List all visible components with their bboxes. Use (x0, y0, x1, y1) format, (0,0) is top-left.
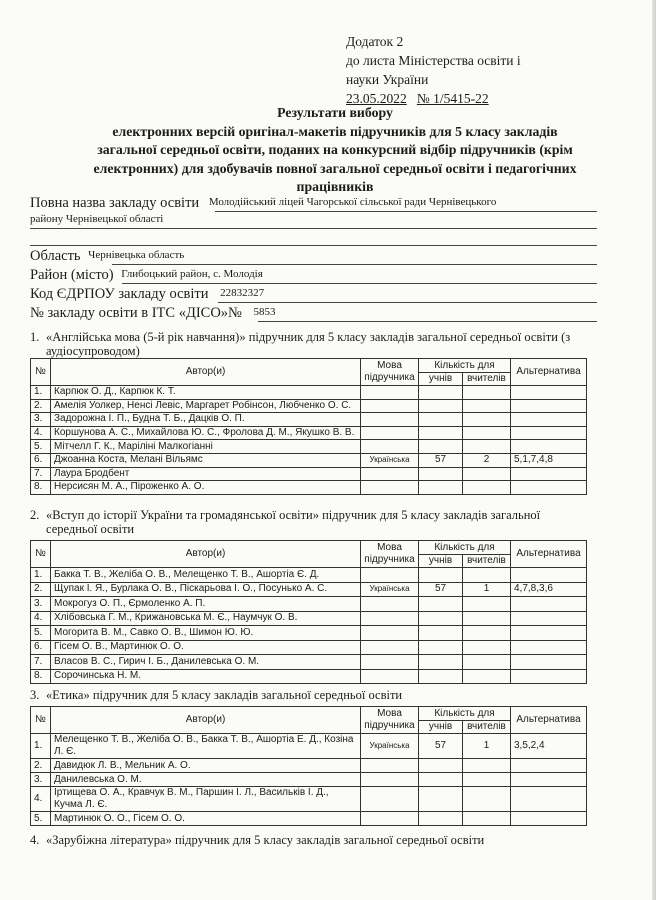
row-students-count (419, 440, 463, 454)
row-number: 2. (31, 582, 51, 597)
row-language (361, 812, 419, 826)
row-author: Коршунова А. С., Михайлова Ю. С., Фролова Д. М., Якушко В. В. (51, 426, 361, 440)
title-line-2: електронних версій оригінал-макетів підручників для 5 класу закладів (112, 123, 558, 139)
row-alternative (511, 399, 587, 413)
row-students-count (419, 611, 463, 626)
school-name-underline-1 (215, 211, 597, 212)
row-teachers-count (463, 399, 511, 413)
row-students-count (419, 759, 463, 773)
row-author: Амелія Уолкер, Ненсі Левіс, Маргарет Робінсон, Любченко О. С. (51, 399, 361, 413)
row-alternative (511, 413, 587, 427)
table-row (31, 568, 587, 583)
school-name-field (30, 195, 496, 212)
row-teachers-count (463, 426, 511, 440)
row-teachers-count (463, 812, 511, 826)
table-row (31, 386, 587, 400)
row-teachers-count (463, 440, 511, 454)
row-alternative (511, 759, 587, 773)
row-alternative: 3,5,2,4 (511, 734, 587, 759)
document-title (40, 104, 630, 197)
row-author: Мелещенко Т. В., Желіба О. В., Бакка Т. В., Ашортіа Е. Д., Козіна Л. Є. (51, 734, 361, 759)
row-language (361, 669, 419, 684)
col-students-header: учнів (419, 555, 463, 568)
row-students-count (419, 655, 463, 670)
region-value: Чернівецька область (88, 249, 185, 261)
section-3-title (30, 688, 402, 702)
row-language (361, 787, 419, 812)
table-row (31, 597, 587, 612)
row-teachers-count (463, 481, 511, 495)
row-author: Власов В. С., Гирич І. Б., Данилевська О. М. (51, 655, 361, 670)
row-language (361, 655, 419, 670)
row-number: 8. (31, 669, 51, 684)
row-teachers-count (463, 597, 511, 612)
table-row (31, 481, 587, 495)
annex-line-1: Додаток 2 (346, 34, 404, 49)
row-author: Іртищева О. А., Кравчук В. М., Паршин І. Л., Васильків І. Д., Кучма Л. Є. (51, 787, 361, 812)
row-language (361, 626, 419, 641)
row-author: Щупак І. Я., Бурлака О. В., Піскарьова І. О., Посунько А. С. (51, 582, 361, 597)
region-underline (112, 264, 597, 265)
col-teachers-header: вчителів (463, 721, 511, 734)
table-row (31, 655, 587, 670)
school-name-label: Повна назва закладу освіти (30, 195, 200, 211)
table-row (31, 759, 587, 773)
row-author: Джоанна Коста, Мелані Вільямс (51, 453, 361, 467)
section-1-title-line-1: «Англійська мова (5-й рік навчання)» підручник для 5 класу закладів загальної середньої освіти (з (46, 330, 571, 344)
col-author-header: Автор(и) (51, 541, 361, 568)
row-author: Могорита В. М., Савко О. В., Шимон Ю. Ю. (51, 626, 361, 641)
annex-block (346, 32, 521, 108)
row-author: Хлібовська Г. М., Крижановська М. Є., Наумчук О. В. (51, 611, 361, 626)
row-teachers-count: 1 (463, 582, 511, 597)
row-students-count: 57 (419, 453, 463, 467)
school-name-field-2 (30, 212, 163, 229)
row-teachers-count (463, 669, 511, 684)
row-number: 7. (31, 655, 51, 670)
row-students-count (419, 386, 463, 400)
row-teachers-count (463, 640, 511, 655)
row-language (361, 481, 419, 495)
row-teachers-count: 1 (463, 734, 511, 759)
row-teachers-count: 2 (463, 453, 511, 467)
row-author: Задорожна І. П., Будна Т. Б., Дацків О. П. (51, 413, 361, 427)
table-row (31, 734, 587, 759)
annex-date: 23.05.2022 (346, 91, 407, 106)
blank-underline (30, 245, 597, 246)
row-author: Мокрогуз О. П., Єрмоленко А. П. (51, 597, 361, 612)
annex-number: № 1/5415-22 (416, 91, 489, 106)
page-edge (652, 0, 656, 900)
region-field (30, 248, 184, 265)
row-number: 8. (31, 481, 51, 495)
row-language (361, 426, 419, 440)
row-number: 1. (31, 734, 51, 759)
table-row (31, 453, 587, 467)
annex-line-2: до листа Міністерства освіти і (346, 53, 521, 68)
row-author: Бакка Т. В., Желіба О. В., Мелещенко Т. В., Ашортіа Є. Д. (51, 568, 361, 583)
section-3-number: 3. (30, 688, 40, 702)
row-author: Мартинюк О. О., Гісем О. О. (51, 812, 361, 826)
table-row (31, 426, 587, 440)
row-number: 6. (31, 453, 51, 467)
row-number: 6. (31, 640, 51, 655)
section-4-number: 4. (30, 833, 40, 847)
its-field (30, 305, 276, 322)
row-language: Українська (361, 734, 419, 759)
row-alternative: 5,1,7,4,8 (511, 453, 587, 467)
row-language (361, 611, 419, 626)
table-row (31, 611, 587, 626)
edrpou-field (30, 286, 264, 303)
row-author: Давидюк Л. В., Мельник А. О. (51, 759, 361, 773)
table-row (31, 787, 587, 812)
row-language (361, 413, 419, 427)
col-num-header: № (31, 359, 51, 386)
table-row (31, 640, 587, 655)
col-teachers-header: вчителів (463, 555, 511, 568)
row-teachers-count (463, 773, 511, 787)
row-students-count (419, 669, 463, 684)
row-author: Гісем О. В., Мартинюк О. О. (51, 640, 361, 655)
row-number: 7. (31, 467, 51, 481)
col-count-header: Кількість для (419, 359, 511, 373)
table-row (31, 773, 587, 787)
row-language (361, 467, 419, 481)
row-students-count (419, 787, 463, 812)
col-author-header: Автор(и) (51, 707, 361, 734)
row-alternative (511, 812, 587, 826)
row-students-count (419, 640, 463, 655)
section-2-title-line-2: середньої освіти (46, 522, 135, 536)
row-students-count (419, 467, 463, 481)
section-2-number: 2. (30, 508, 40, 522)
col-lang-header: Мова підручника (361, 541, 419, 568)
row-alternative (511, 481, 587, 495)
row-teachers-count (463, 626, 511, 641)
row-author: Мітчелл Г. К., Маріліні Малкогіанні (51, 440, 361, 454)
row-teachers-count (463, 386, 511, 400)
section-1-title-line-2: аудіосупроводом) (46, 344, 140, 358)
col-lang-header: Мова підручника (361, 359, 419, 386)
row-language (361, 773, 419, 787)
its-value: 5853 (253, 306, 276, 318)
row-students-count: 57 (419, 582, 463, 597)
row-alternative (511, 626, 587, 641)
row-alternative (511, 787, 587, 812)
row-author: Лаура Бродбент (51, 467, 361, 481)
row-number: 5. (31, 812, 51, 826)
section-2-title-line-1: «Вступ до історії України та громадянської освіти» підручник для 5 класу закладів загальної (46, 508, 541, 522)
col-students-header: учнів (419, 373, 463, 386)
row-students-count (419, 413, 463, 427)
section-4-title (30, 833, 484, 847)
row-number: 5. (31, 440, 51, 454)
row-teachers-count (463, 787, 511, 812)
row-author: Сорочинська Н. М. (51, 669, 361, 684)
table-row (31, 812, 587, 826)
col-lang-header: Мова підручника (361, 707, 419, 734)
row-number: 4. (31, 611, 51, 626)
row-alternative (511, 640, 587, 655)
row-alternative (511, 426, 587, 440)
row-language (361, 568, 419, 583)
row-language (361, 640, 419, 655)
row-number: 3. (31, 413, 51, 427)
row-language (361, 597, 419, 612)
title-line-3: загальної середньої освіти, поданих на конкурсний відбір підручників (крім (97, 142, 573, 157)
row-students-count (419, 773, 463, 787)
table-row (31, 582, 587, 597)
row-number: 1. (31, 386, 51, 400)
row-alternative (511, 568, 587, 583)
title-line-4: електронних) для здобувачів повної загальної середньої освіти і педагогічних (93, 160, 577, 176)
col-students-header: учнів (419, 721, 463, 734)
col-author-header: Автор(и) (51, 359, 361, 386)
col-count-header: Кількість для (419, 541, 511, 555)
section-1-number: 1. (30, 330, 40, 344)
table-row (31, 669, 587, 684)
row-number: 5. (31, 626, 51, 641)
row-number: 2. (31, 399, 51, 413)
row-students-count (419, 812, 463, 826)
row-number: 2. (31, 759, 51, 773)
its-label: № закладу освіти в ІТС «ДІСО»№ (30, 305, 242, 321)
edrpou-underline (218, 302, 597, 303)
region-label: Область (30, 248, 81, 264)
row-teachers-count (463, 759, 511, 773)
table-row (31, 440, 587, 454)
row-students-count: 57 (419, 734, 463, 759)
district-underline (122, 283, 597, 284)
school-name-value-2: району Чернівецької області (30, 213, 164, 225)
section-2-table (30, 540, 587, 684)
section-1-title (30, 330, 570, 358)
school-name-underline-2 (30, 228, 597, 229)
row-students-count (419, 597, 463, 612)
row-language: Українська (361, 582, 419, 597)
school-name-value-1: Молодійський ліцей Чагорської сільської ради Чернівецького (208, 196, 497, 208)
edrpou-label: Код ЄДРПОУ закладу освіти (30, 286, 209, 302)
section-3-table (30, 706, 587, 826)
district-label: Район (місто) (30, 267, 114, 283)
district-field (30, 267, 263, 284)
col-num-header: № (31, 541, 51, 568)
row-teachers-count (463, 413, 511, 427)
col-alt-header: Альтернатива (511, 707, 587, 734)
row-language: Українська (361, 453, 419, 467)
row-alternative (511, 440, 587, 454)
row-teachers-count (463, 568, 511, 583)
row-students-count (419, 481, 463, 495)
row-language (361, 386, 419, 400)
row-alternative (511, 597, 587, 612)
row-alternative: 4,7,8,3,6 (511, 582, 587, 597)
row-author: Данилевська О. М. (51, 773, 361, 787)
section-3-title-line-1: «Етика» підручник для 5 класу закладів загальної середньої освіти (46, 688, 403, 702)
table-row (31, 467, 587, 481)
row-teachers-count (463, 467, 511, 481)
annex-line-3: науки України (346, 72, 429, 87)
table-row (31, 413, 587, 427)
row-alternative (511, 655, 587, 670)
row-students-count (419, 426, 463, 440)
edrpou-value: 22832327 (220, 287, 265, 299)
row-author: Нерсисян М. А., Піроженко А. О. (51, 481, 361, 495)
title-line-5: працівників (296, 179, 374, 194)
col-count-header: Кількість для (419, 707, 511, 721)
row-students-count (419, 626, 463, 641)
row-alternative (511, 467, 587, 481)
row-number: 1. (31, 568, 51, 583)
row-author: Карпюк О. Д., Карпюк К. Т. (51, 386, 361, 400)
table-row (31, 399, 587, 413)
row-number: 4. (31, 787, 51, 812)
row-number: 3. (31, 597, 51, 612)
col-num-header: № (31, 707, 51, 734)
section-1-table (30, 358, 587, 495)
row-teachers-count (463, 655, 511, 670)
district-value: Глибоцький район, с. Молодія (121, 268, 263, 280)
row-language (361, 440, 419, 454)
row-teachers-count (463, 611, 511, 626)
row-number: 3. (31, 773, 51, 787)
row-number: 4. (31, 426, 51, 440)
section-2-title (30, 508, 540, 536)
row-language (361, 759, 419, 773)
section-4-title-line-1: «Зарубіжна література» підручник для 5 класу закладів загальної середньої освіти (46, 833, 485, 847)
row-alternative (511, 611, 587, 626)
col-alt-header: Альтернатива (511, 541, 587, 568)
its-underline (258, 321, 597, 322)
col-alt-header: Альтернатива (511, 359, 587, 386)
table-row (31, 626, 587, 641)
row-alternative (511, 386, 587, 400)
row-students-count (419, 568, 463, 583)
row-alternative (511, 773, 587, 787)
row-language (361, 399, 419, 413)
title-line-1: Результати вибору (277, 105, 393, 120)
col-teachers-header: вчителів (463, 373, 511, 386)
row-students-count (419, 399, 463, 413)
row-alternative (511, 669, 587, 684)
